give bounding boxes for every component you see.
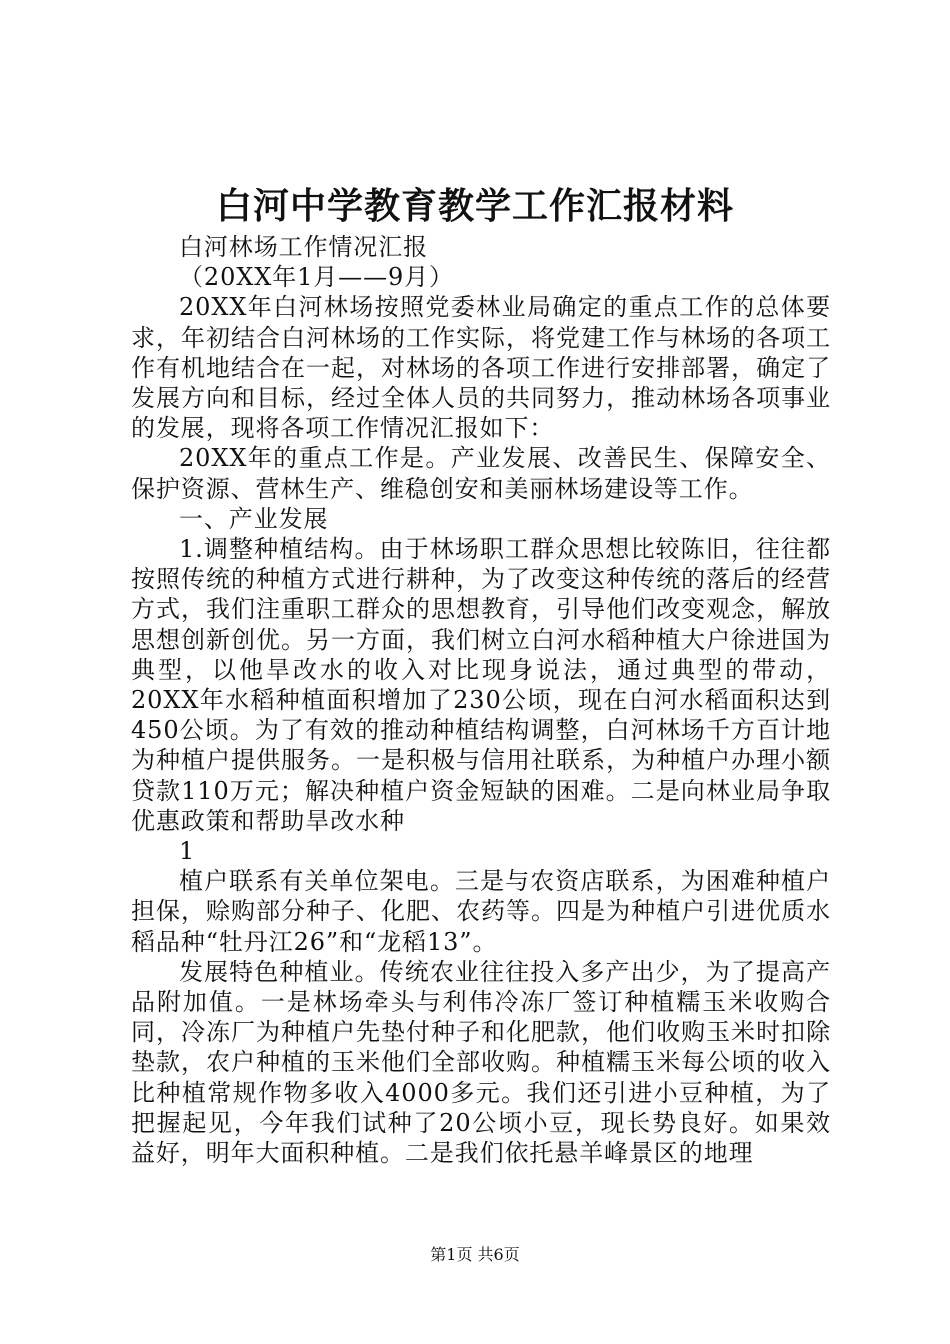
- date-range-line: （20XX年1月——9月）: [179, 263, 454, 292]
- section-heading-industry: 一、产业发展: [179, 504, 329, 533]
- document-body: [131, 232, 831, 1168]
- document-title: 白河中学教育教学工作汇报材料: [215, 186, 734, 227]
- continuation-paragraph: 植户联系有关单位架电。三是与农资店联系，为困难种植户担保，赊购部分种子、化肥、农药等。四是为种植户引进优质水稻品种“牡丹江26”和“龙稻13”。: [131, 867, 831, 956]
- key-work-paragraph: 20XX年的重点工作是。产业发展、改善民生、保障安全、保护资源、营林生产、维稳创安和美丽林场建设等工作。: [131, 444, 831, 503]
- intro-paragraph: 20XX年白河林场按照党委林业局确定的重点工作的总体要求，年初结合白河林场的工作实际，将党建工作与林场的各项工作有机地结合在一起，对林场的各项工作进行安排部署，确定了发展方向和目标，经过全体人员的共同努力，推动林场各项事业的发展，现将各项工作情况汇报如下：: [131, 293, 831, 443]
- specialty-planting-paragraph: 发展特色种植业。传统农业往往投入多产出少，为了提高产品附加值。一是林场牵头与利伟冷冻厂签订种植糯玉米收购合同，冷冻厂为种植户先垫付种子和化肥款，他们收购玉米时扣除垫款，农户种植的玉米他们全部收购。种植糯玉米每公顷的收入比种植常规作物多收入4000多元。我们还引进小豆种植，为了把握起见，今年我们试种了20公顷小豆，现长势良好。如果效益好，明年大面积种植。二是我们依托悬羊峰景区的地理: [131, 957, 831, 1168]
- planting-structure-paragraph: 1.调整种植结构。由于林场职工群众思想比较陈旧，往往都按照传统的种植方式进行耕种，为了改变这种传统的落后的经营方式，我们注重职工群众的思想教育，引导他们改变观念，解放思想创新创优。另一方面，我们树立白河水稻种植大户徐进国为典型，以他旱改水的收入对比现身说法，通过典型的带动，20XX年水稻种植面积增加了230公顷，现在白河水稻面积达到450公顷。为了有效的推动种植结构调整，白河林场千方百计地为种植户提供服务。一是积极与信用社联系，为种植户办理小额贷款110万元；解决种植户资金短缺的困难。二是向林业局争取优惠政策和帮助旱改水种: [131, 535, 831, 835]
- inline-page-number: 1: [179, 837, 196, 866]
- subtitle-line: 白河林场工作情况汇报: [179, 233, 428, 261]
- page-footer: 第1页 共6页: [430, 1245, 520, 1264]
